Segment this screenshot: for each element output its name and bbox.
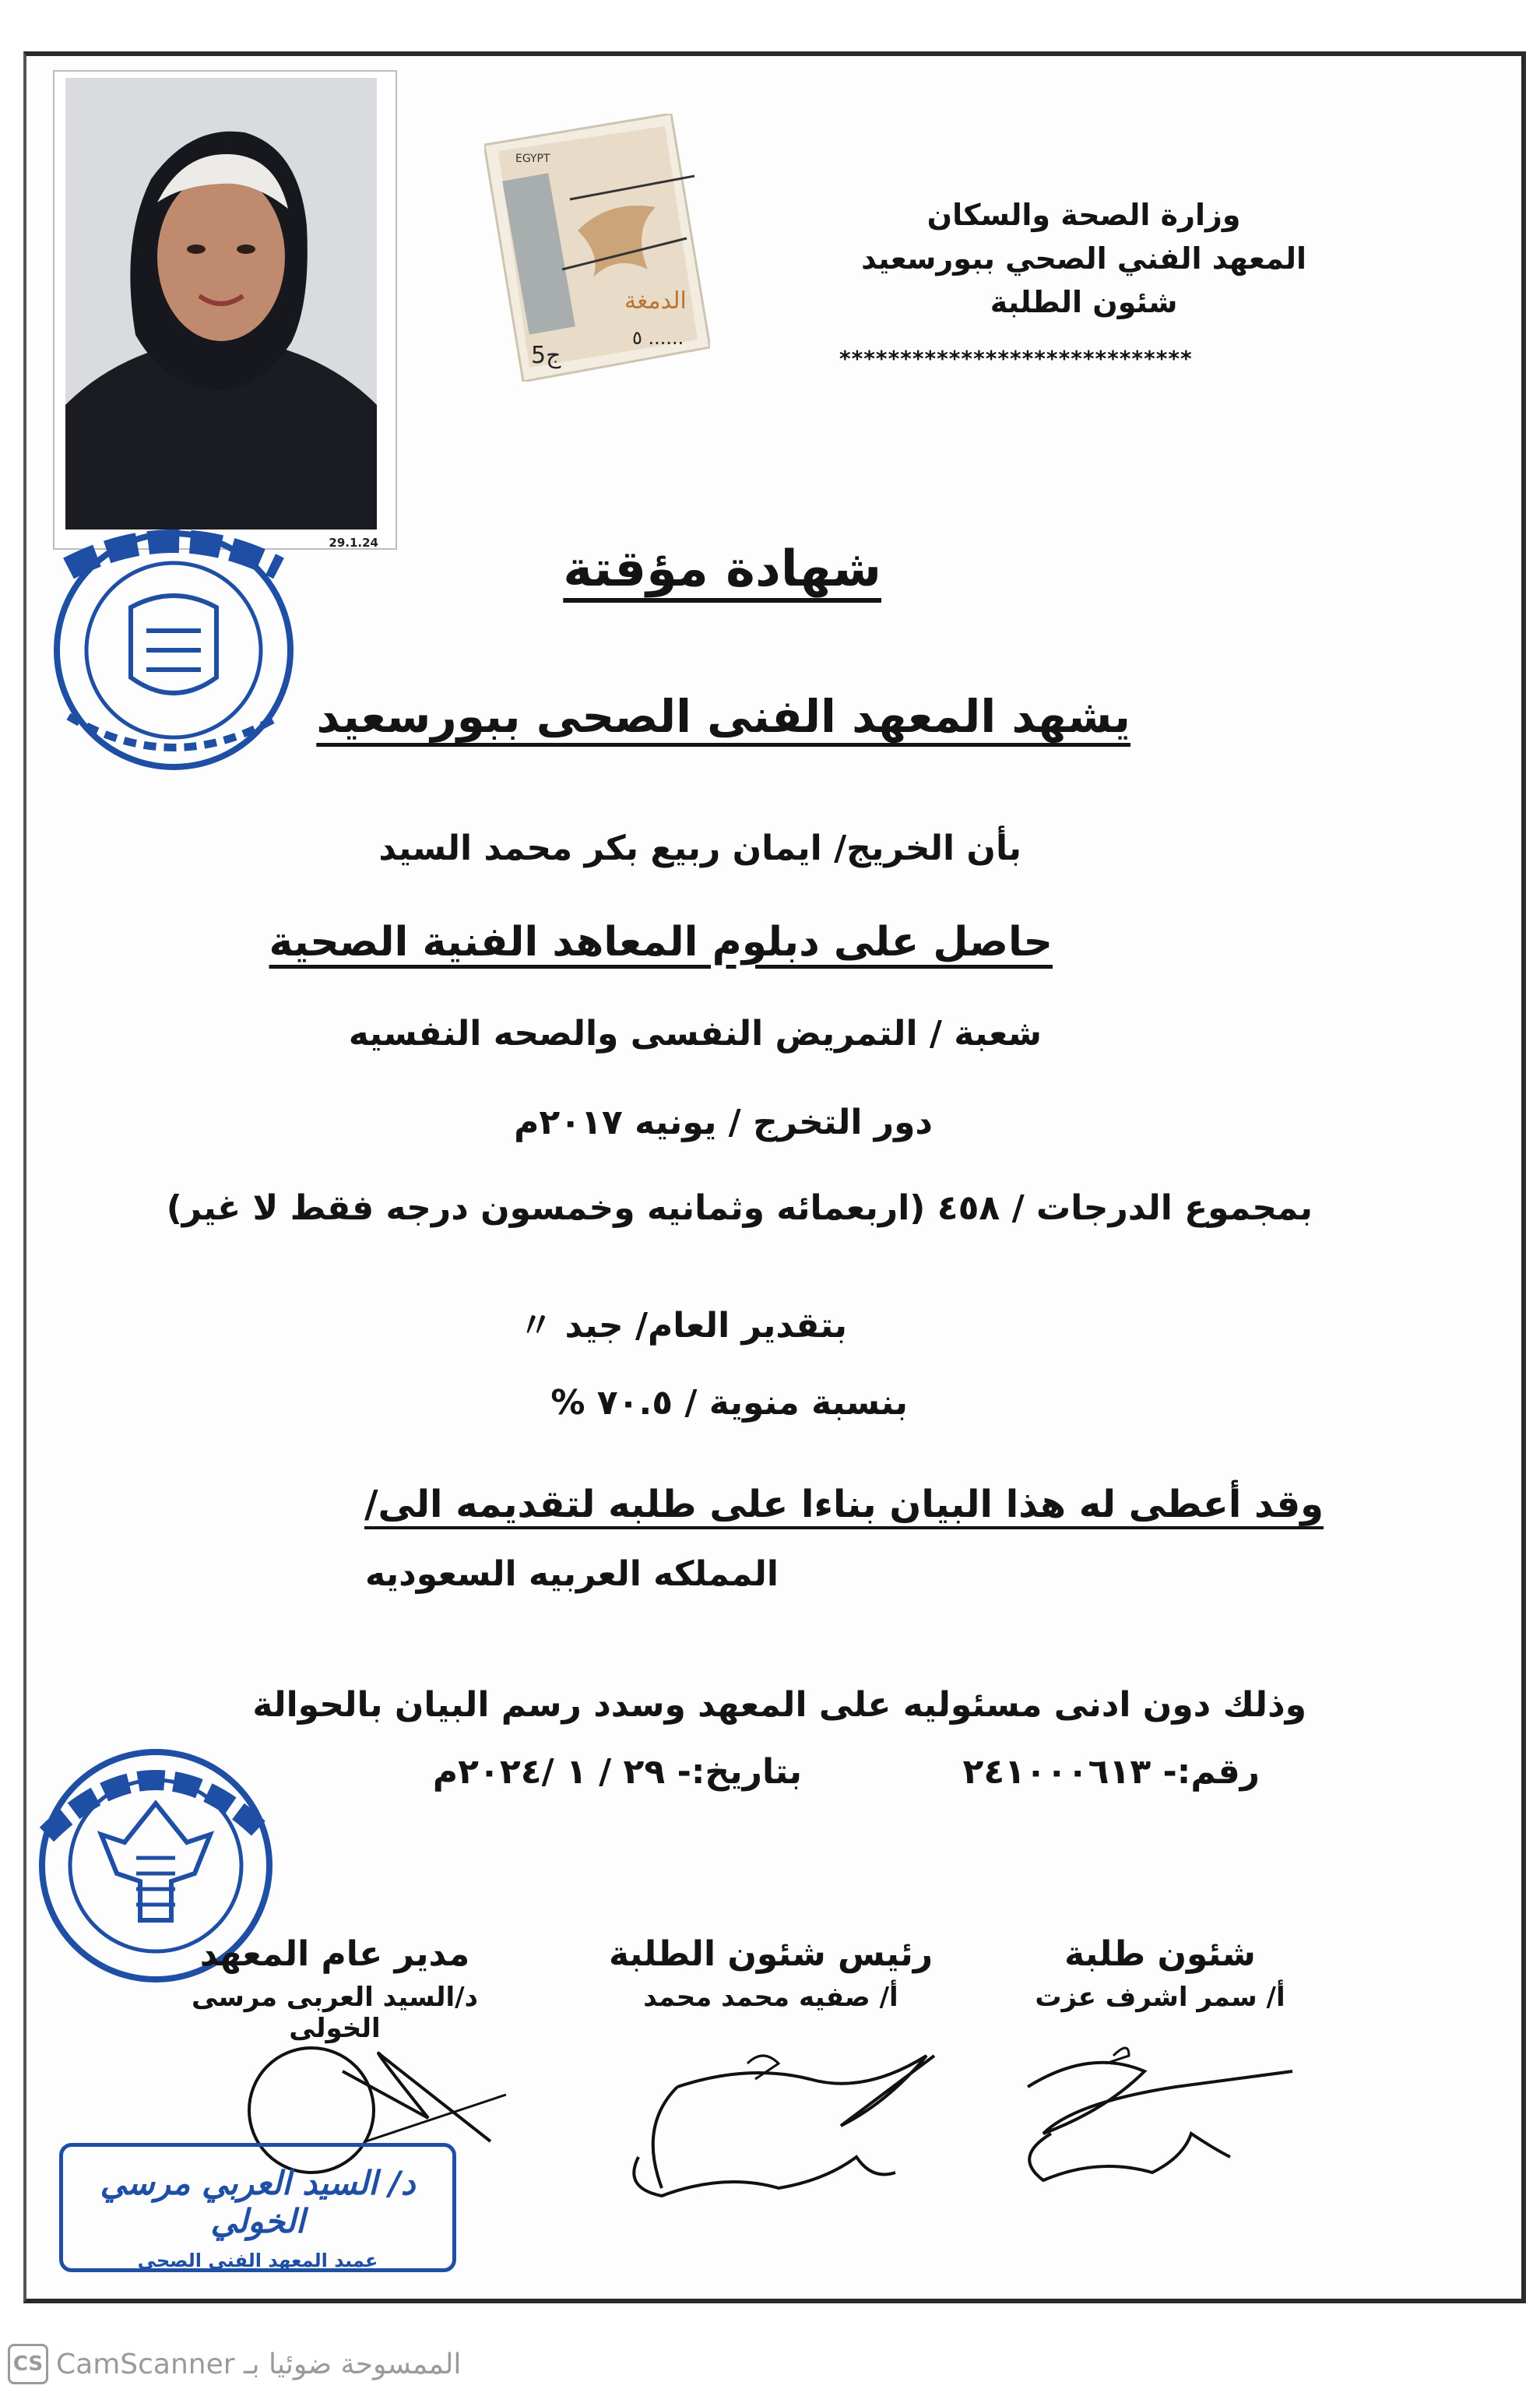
institute-seal-top	[37, 522, 310, 782]
department-name: شئون الطلبة	[990, 285, 1178, 319]
dean-stamp	[59, 2143, 456, 2272]
signature-name: د/السيد العربى مرسى الخولى	[191, 1982, 479, 2044]
destination-line: المملكه العربيه السعوديه	[364, 1554, 779, 1594]
graduate-line: بأن الخريج/ ايمان ربيع بكر محمد السيد	[378, 829, 1021, 868]
ministry-name: وزارة الصحة والسكان	[926, 198, 1241, 232]
stamp-label: الدمغة	[624, 287, 687, 315]
graduate-photo	[65, 78, 377, 530]
signature-name: أ/ صفيه محمد محمد	[643, 1982, 898, 2013]
institute-name: المعهد الفني الصحي ببورسعيد	[861, 241, 1306, 276]
branch-line: شعبة / التمريض النفسى والصحه النفسيه	[348, 1014, 1042, 1054]
grade-mark: 〃	[519, 1306, 554, 1346]
ministry-header	[861, 193, 1306, 324]
photo-frame	[53, 70, 397, 550]
signature-role: مدير عام المعهد	[199, 1934, 470, 1974]
dean-stamp-title: عميد المعهد الفني الصحي	[137, 2250, 378, 2271]
grade-text: بتقدير العام/ جيد	[564, 1306, 847, 1346]
certificate-subtitle: يشهد المعهد الفنى الصحى ببورسعيد	[316, 690, 1130, 743]
signature-student-affairs	[1028, 1934, 1292, 2013]
percent-line: بنسبة منوية / ٧٠.٥ %	[550, 1383, 908, 1423]
photo-date: 29.1.24	[329, 536, 378, 550]
signature-scribble-2	[607, 2032, 965, 2227]
total-marks-line: بمجموع الدرجات / ٤٥٨ (اربعمائه وثمانيه وخمسون درجه فقط لا غير)	[166, 1188, 1313, 1228]
liability-line: وذلك دون ادنى مسئوليه على المعهد وسدد رسم البيان بالحوالة	[252, 1685, 1306, 1725]
signature-role: رئيس شئون الطلبة	[608, 1934, 933, 1974]
graduation-round-line: دور التخرج / يونيه ٢٠١٧م	[514, 1103, 933, 1142]
signature-head-student-affairs	[607, 1934, 934, 2013]
certificate-title: شهادة مؤقتة	[563, 540, 881, 598]
scanner-footer	[8, 2344, 461, 2384]
reference-number: رقم:- ٢٤١٠٠٠٦١٣	[962, 1752, 1260, 1792]
signature-scribble-1	[997, 2040, 1324, 2196]
scanner-footer-text: الممسوحة ضوئيا بـ CamScanner	[56, 2348, 462, 2380]
grade-line	[519, 1297, 847, 1347]
signature-name: أ/ سمر اشرف عزت	[1035, 1982, 1285, 2013]
given-line: وقد أعطى له هذا البيان بناءا على طلبه لتقديمه الى/	[364, 1483, 1324, 1526]
stamp-country: EGYPT	[515, 153, 550, 165]
camscanner-logo-icon: CS	[8, 2344, 48, 2384]
stamp-value-left: ج5	[531, 342, 561, 369]
fee-stamp	[484, 114, 710, 382]
signature-role: شئون طلبة	[1064, 1934, 1256, 1974]
diploma-line: حاصل على دبلوم المعاهد الفنية الصحية	[269, 919, 1053, 966]
certificate-date: بتاريخ:- ٢٩ / ١ /٢٠٢٤م	[432, 1752, 802, 1792]
header-divider: *****************************	[839, 346, 1193, 371]
dean-stamp-name: د/ السيد العربي مرسي الخولي	[100, 2164, 416, 2240]
stamp-value-right: ٥ ......	[632, 327, 684, 349]
